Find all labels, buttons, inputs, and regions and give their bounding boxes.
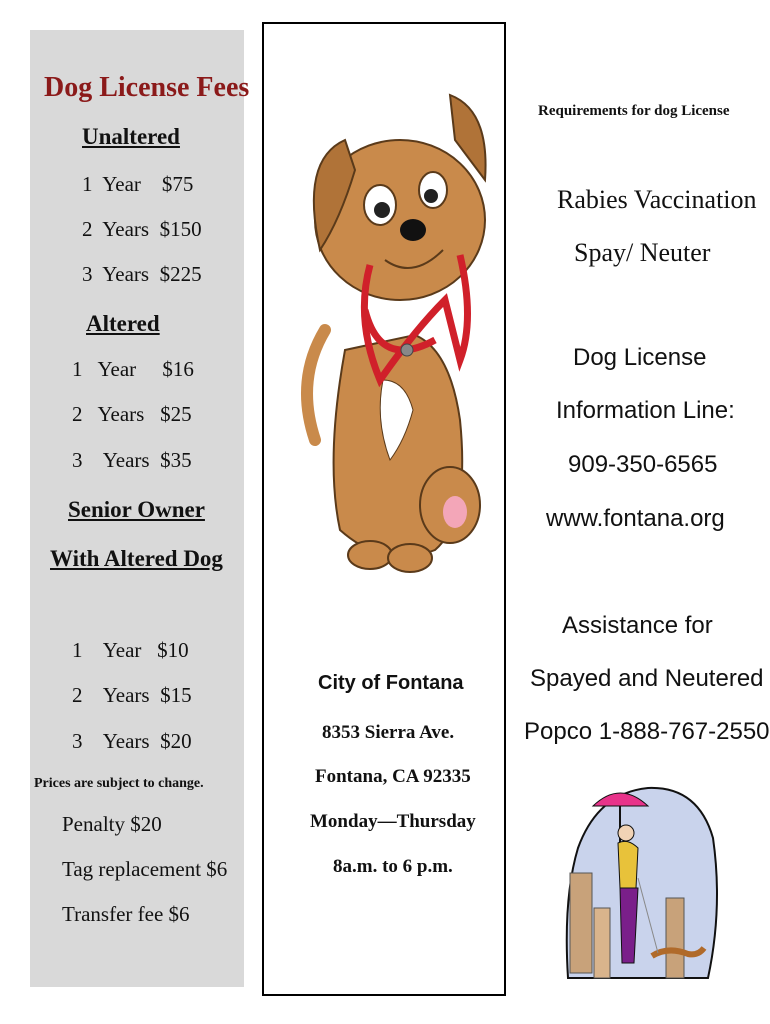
requirement-item: Spay/ Neuter	[574, 238, 711, 267]
puppy-illustration	[285, 80, 495, 580]
altered-row: 3 Years $35	[72, 448, 192, 472]
price-note: Prices are subject to change.	[34, 776, 204, 791]
woman-with-umbrella-illustration	[558, 778, 723, 983]
office-city: Fontana, CA 92335	[315, 766, 471, 787]
senior-heading-2: With Altered Dog	[50, 546, 223, 571]
senior-row: 2 Years $15	[72, 683, 192, 707]
assistance-line-1: Assistance for	[562, 612, 713, 639]
senior-row: 1 Year $10	[72, 638, 189, 662]
info-line-1: Dog License	[573, 344, 707, 371]
altered-heading: Altered	[86, 311, 160, 336]
office-days: Monday—Thursday	[310, 811, 476, 832]
unaltered-heading: Unaltered	[82, 124, 180, 149]
other-fee: Tag replacement $6	[62, 857, 228, 881]
info-phone: 909-350-6565	[568, 451, 718, 478]
requirements-heading: Requirements for dog License	[538, 103, 730, 119]
info-line-2: Information Line:	[556, 397, 735, 424]
fees-title: Dog License Fees	[44, 72, 250, 103]
info-website: www.fontana.org	[546, 505, 725, 532]
senior-row: 3 Years $20	[72, 729, 192, 753]
senior-heading: Senior Owner	[68, 497, 205, 522]
unaltered-row: 1 Year $75	[82, 172, 194, 196]
unaltered-row: 2 Years $150	[82, 217, 202, 241]
office-address: 8353 Sierra Ave.	[322, 722, 455, 743]
assistance-line-2: Spayed and Neutered	[530, 665, 764, 692]
office-name: City of Fontana	[318, 672, 464, 694]
assistance-line-3: Popco 1-888-767-2550	[524, 718, 770, 745]
requirement-item: Rabies Vaccination	[557, 185, 757, 214]
other-fee: Penalty $20	[62, 812, 162, 836]
unaltered-row: 3 Years $225	[82, 262, 202, 286]
other-fee: Transfer fee $6	[62, 902, 190, 926]
altered-row: 1 Year $16	[72, 357, 194, 381]
office-hours: 8a.m. to 6 p.m.	[333, 856, 453, 877]
altered-row: 2 Years $25	[72, 402, 192, 426]
